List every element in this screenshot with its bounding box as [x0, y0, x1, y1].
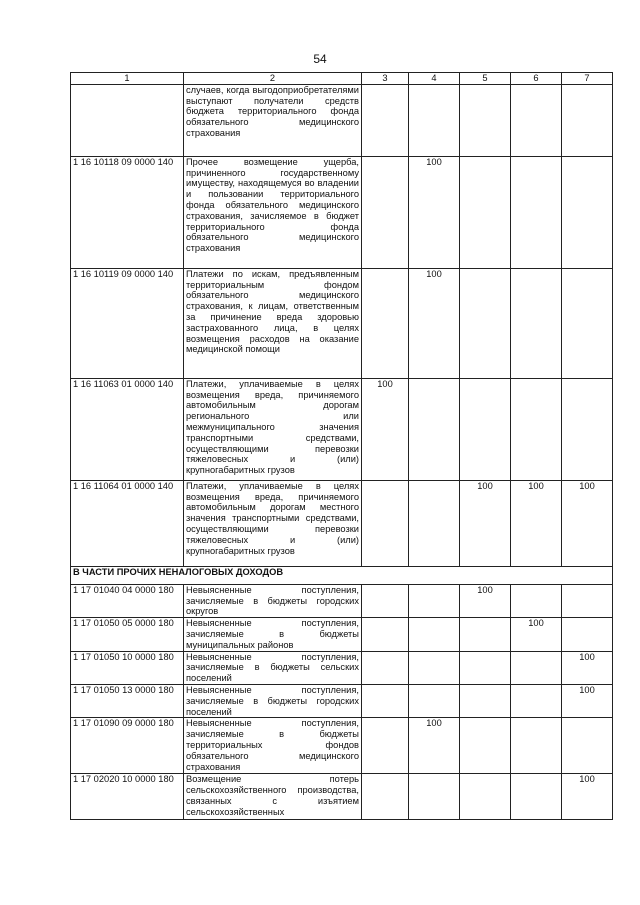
section-row	[71, 566, 613, 584]
value-cell	[460, 268, 511, 378]
value-cell	[562, 718, 613, 774]
column-header: 4	[409, 73, 460, 85]
value-cell	[562, 156, 613, 268]
column-header: 6	[511, 73, 562, 85]
description-cell: Невыясненные поступления, зачисляемые в бюджеты городских поселений	[184, 684, 362, 717]
value-cell	[409, 84, 460, 156]
value-cell	[362, 156, 409, 268]
section-title: В ЧАСТИ ПРОЧИХ НЕНАЛОГОВЫХ ДОХОДОВ	[71, 566, 613, 584]
value-cell	[562, 618, 613, 651]
table-row	[71, 684, 613, 717]
value-cell	[409, 584, 460, 617]
value-cell: 100	[409, 718, 460, 774]
budget-code-cell	[71, 84, 184, 156]
value-cell	[362, 684, 409, 717]
value-cell	[362, 618, 409, 651]
value-cell	[409, 480, 460, 566]
table-row	[71, 480, 613, 566]
value-cell: 100	[511, 480, 562, 566]
value-cell	[511, 684, 562, 717]
page-number: 54	[313, 52, 327, 66]
value-cell: 100	[562, 684, 613, 717]
description-cell: Невыясненные поступления, зачисляемые в бюджеты сельских поселений	[184, 651, 362, 684]
description-cell: Платежи, уплачиваемые в целях возмещения вреда, причиняемого автомобильным дорогам местного значения транспортными средствами, осуществляющими перевозки тяжеловесных и (или) крупногабаритных грузов	[184, 480, 362, 566]
budget-code-cell: 1 17 01090 09 0000 180	[71, 718, 184, 774]
value-cell	[409, 651, 460, 684]
budget-code-cell: 1 16 10118 09 0000 140	[71, 156, 184, 268]
value-cell: 100	[562, 774, 613, 820]
description-cell: Платежи, уплачиваемые в целях возмещения вреда, причиняемого автомобильным дорогам регионального или межмуниципального значения транспортными средствами, осуществляющими перевозки тяжеловесных и (или) крупногабаритных грузов	[184, 378, 362, 480]
description-cell: Прочее возмещение ущерба, причиненного государственному имуществу, находящемуся во владении и пользовании территориального фонда обязательного медицинского страхования, зачисляемое в бюджет территориального фонда обязательного медицинского страхования	[184, 156, 362, 268]
column-header: 2	[184, 73, 362, 85]
column-header: 3	[362, 73, 409, 85]
value-cell	[409, 378, 460, 480]
value-cell	[460, 774, 511, 820]
column-header-row	[71, 73, 613, 85]
value-cell	[460, 84, 511, 156]
value-cell: 100	[562, 651, 613, 684]
value-cell	[362, 718, 409, 774]
value-cell	[460, 684, 511, 717]
value-cell	[460, 651, 511, 684]
value-cell	[511, 378, 562, 480]
description-cell: Невыясненные поступления, зачисляемые в бюджеты муниципальных районов	[184, 618, 362, 651]
table-row	[71, 718, 613, 774]
value-cell: 100	[409, 156, 460, 268]
value-cell	[362, 268, 409, 378]
value-cell	[362, 84, 409, 156]
budget-code-cell: 1 16 10119 09 0000 140	[71, 268, 184, 378]
column-header: 5	[460, 73, 511, 85]
value-cell	[511, 774, 562, 820]
value-cell	[562, 378, 613, 480]
value-cell	[511, 84, 562, 156]
value-cell: 100	[511, 618, 562, 651]
value-cell	[460, 618, 511, 651]
table-row	[71, 156, 613, 268]
table-row	[71, 84, 613, 156]
value-cell	[409, 774, 460, 820]
budget-code-cell: 1 17 01050 13 0000 180	[71, 684, 184, 717]
budget-code-cell: 1 17 01050 05 0000 180	[71, 618, 184, 651]
budget-code-cell: 1 16 11063 01 0000 140	[71, 378, 184, 480]
value-cell: 100	[460, 480, 511, 566]
budget-code-cell: 1 17 01050 10 0000 180	[71, 651, 184, 684]
value-cell: 100	[409, 268, 460, 378]
budget-code-cell: 1 17 02020 10 0000 180	[71, 774, 184, 820]
table-row	[71, 268, 613, 378]
value-cell	[511, 268, 562, 378]
table-row	[71, 584, 613, 617]
value-cell	[362, 774, 409, 820]
value-cell	[409, 684, 460, 717]
column-header: 1	[71, 73, 184, 85]
value-cell: 100	[362, 378, 409, 480]
value-cell	[460, 718, 511, 774]
value-cell	[511, 718, 562, 774]
value-cell	[562, 584, 613, 617]
value-cell: 100	[460, 584, 511, 617]
revenue-codes-table	[70, 72, 613, 820]
value-cell	[460, 378, 511, 480]
value-cell	[511, 584, 562, 617]
budget-code-cell: 1 17 01040 04 0000 180	[71, 584, 184, 617]
budget-code-cell: 1 16 11064 01 0000 140	[71, 480, 184, 566]
value-cell	[511, 156, 562, 268]
value-cell	[460, 156, 511, 268]
value-cell: 100	[562, 480, 613, 566]
value-cell	[362, 651, 409, 684]
value-cell	[362, 480, 409, 566]
table-row	[71, 378, 613, 480]
description-cell: случаев, когда выгодоприобретателями выступают получатели средств бюджета территориального фонда обязательного медицинского страхования	[184, 84, 362, 156]
description-cell: Невыясненные поступления, зачисляемые в бюджеты территориальных фондов обязательного медицинского страхования	[184, 718, 362, 774]
value-cell	[409, 618, 460, 651]
column-header: 7	[562, 73, 613, 85]
table-row	[71, 651, 613, 684]
table-row	[71, 774, 613, 820]
value-cell	[511, 651, 562, 684]
value-cell	[562, 268, 613, 378]
value-cell	[362, 584, 409, 617]
description-cell: Невыясненные поступления, зачисляемые в бюджеты городских округов	[184, 584, 362, 617]
table-row	[71, 618, 613, 651]
description-cell: Платежи по искам, предъявленным территориальным фондом обязательного медицинского страхования, к лицам, ответственным за причинение вреда здоровью застрахованного лица, в целях возмещения расходов на оказание медицинской помощи	[184, 268, 362, 378]
description-cell: Возмещение потерь сельскохозяйственного производства, связанных с изъятием сельскохозяйственных	[184, 774, 362, 820]
value-cell	[562, 84, 613, 156]
